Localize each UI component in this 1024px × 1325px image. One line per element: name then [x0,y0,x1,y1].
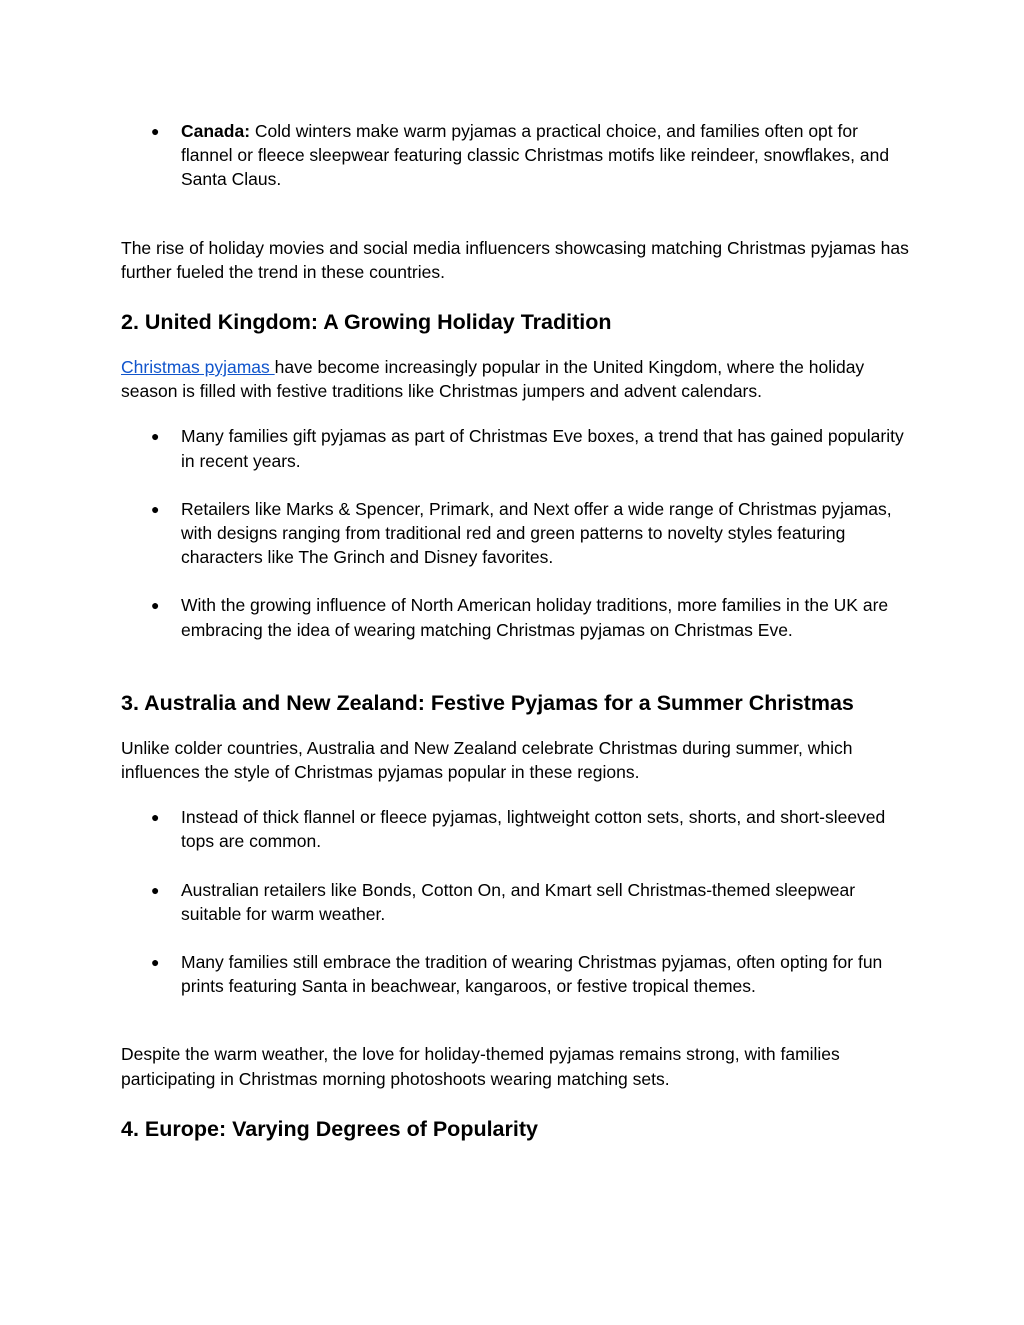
bullet-icon: ● [151,881,160,898]
bullet-icon: ● [151,809,160,826]
list-item-text: Retailers like Marks & Spencer, Primark, and Next offer a wide range of Christmas pyjamas, with designs ranging from traditional red and green patterns to novelty styles featuring characters like The Grinch and Disney favorites. [181,498,892,568]
list-item [121,878,911,926]
list-item [121,424,911,472]
canada-text: Cold winters make warm pyjamas a practical choice, and families often opt for flannel or fleece sleepwear featuring classic Christmas motifs like reindeer, snowflakes, and Santa Claus. [181,121,890,190]
list-item [121,950,911,998]
aus-paragraph: Unlike colder countries, Australia and New Zealand celebrate Christmas during summer, which influences the style of Christmas pyjamas popular in these regions. [121,737,853,783]
aus-bullet-list [121,805,911,998]
bullet-icon: ● [151,597,160,614]
canada-label: Canada: [181,121,251,141]
aus-heading: 3. Australia and New Zealand: Festive Pyjamas for a Summer Christmas [121,690,854,715]
bullet-icon: ● [151,428,160,445]
list-item-text: With the growing influence of North American holiday traditions, more families in the UK are embracing the idea of wearing matching Christmas pyjamas on Christmas Eve. [181,595,889,640]
list-item-text: Many families still embrace the tradition of wearing Christmas pyjamas, often opting for fun prints featuring Santa in beachwear, kangaroos, or festive tropical themes. [181,952,883,997]
europe-heading: 4. Europe: Varying Degrees of Popularity [121,1116,538,1141]
list-item [121,497,911,570]
intro-paragraph: The rise of holiday movies and social media influencers showcasing matching Christmas pyjamas has further fueled the trend in these countries. [121,237,909,282]
bullet-icon: ● [151,954,160,971]
list-item-text: Many families gift pyjamas as part of Christmas Eve boxes, a trend that has gained popularity in recent years. [181,426,904,471]
aus-closing-paragraph: Despite the warm weather, the love for holiday-themed pyjamas remains strong, with families participating in Christmas morning photoshoots wearing matching sets. [121,1044,840,1089]
list-item-text: Instead of thick flannel or fleece pyjamas, lightweight cotton sets, shorts, and short-sleeved tops are common. [181,807,886,852]
canada-bullet-list [121,119,911,192]
list-item [121,119,911,192]
list-item-text: Australian retailers like Bonds, Cotton On, and Kmart sell Christmas-themed sleepwear suitable for warm weather. [181,879,856,924]
bullet-icon: ● [151,123,160,139]
bullet-icon: ● [151,500,160,517]
uk-heading: 2. United Kingdom: A Growing Holiday Tradition [121,310,612,335]
uk-paragraph [121,355,911,403]
list-item [121,805,911,853]
uk-paragraph-text: have become increasingly popular in the United Kingdom, where the holiday season is filled with festive traditions like Christmas jumpers and advent calendars. [121,357,865,402]
uk-bullet-list [121,424,911,641]
christmas-pyjamas-link[interactable]: Christmas pyjamas [121,357,275,378]
document-page [121,0,911,1143]
list-item [121,593,911,641]
